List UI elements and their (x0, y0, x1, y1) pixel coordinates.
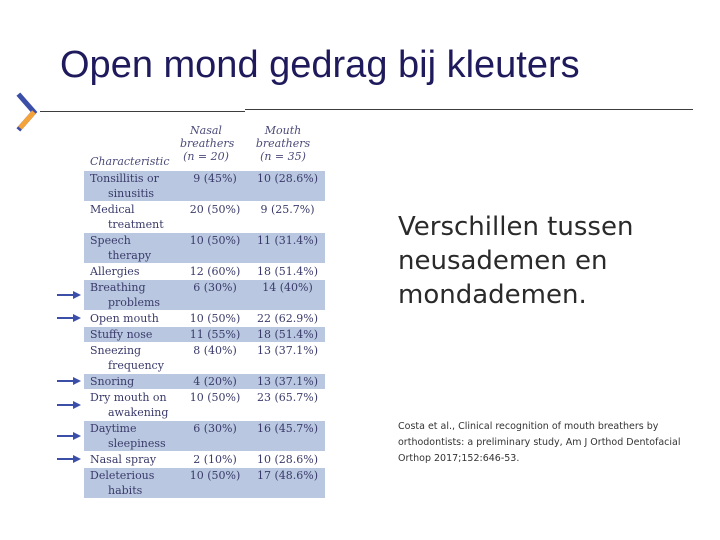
characteristic-line: problems (108, 296, 161, 309)
header-nasal-line1: Nasal (190, 124, 222, 137)
characteristic-line: awakening (108, 406, 169, 419)
characteristic-line: Breathing (90, 281, 146, 294)
characteristic-line: habits (108, 484, 143, 497)
table-body (84, 170, 325, 498)
characteristic-line: frequency (108, 359, 164, 372)
header-nasal-line3: (n = 20) (183, 150, 229, 163)
row-nasal-value: 6 (30%) (193, 422, 237, 435)
header-nasal-line2: breathers (180, 137, 235, 150)
table-row (84, 342, 325, 373)
table-row (84, 310, 325, 326)
characteristic-line: Snoring (90, 375, 135, 388)
table-row (84, 451, 325, 467)
characteristic-line: Medical (90, 203, 135, 216)
row-nasal-value: 10 (50%) (189, 312, 241, 325)
row-mouth-value: 18 (51.4%) (256, 328, 319, 341)
table-row (84, 467, 325, 498)
arrow-right-icon (57, 432, 81, 440)
row-characteristic (84, 311, 180, 326)
row-characteristic (84, 421, 180, 451)
title-divider-right (245, 109, 693, 110)
breathing-comparison-table (84, 124, 325, 498)
characteristic-line: sleepiness (108, 437, 166, 450)
row-mouth-value: 16 (45.7%) (256, 422, 319, 435)
table-row (84, 170, 325, 201)
characteristic-line: Sneezing (90, 344, 142, 357)
table-row (84, 279, 325, 310)
characteristic-line: Nasal spray (90, 453, 157, 466)
row-nasal-value: 4 (20%) (193, 375, 237, 388)
row-characteristic (84, 171, 180, 201)
row-characteristic (84, 233, 180, 263)
row-mouth-value: 9 (25.7%) (260, 203, 315, 216)
characteristic-line: Speech (90, 234, 131, 247)
header-mouth-line1: Mouth (264, 124, 302, 137)
header-mouth-line2: breathers (255, 137, 311, 150)
side-text: Verschillen tussen neusademen en mondademen. (398, 212, 634, 310)
arrow-right-icon (57, 314, 81, 322)
arrow-right-icon (57, 291, 81, 299)
row-nasal-value: 8 (40%) (193, 344, 237, 357)
row-mouth-value: 10 (28.6%) (256, 172, 319, 185)
characteristic-line: Stuffy nose (90, 328, 153, 341)
arrow-right-icon (57, 401, 81, 409)
row-nasal-value: 2 (10%) (193, 453, 237, 466)
row-mouth-value: 13 (37.1%) (256, 344, 319, 357)
characteristic-line: Deleterious (90, 469, 155, 482)
characteristic-line: Daytime (90, 422, 137, 435)
row-nasal-value: 10 (50%) (189, 234, 241, 247)
characteristic-line: Open mouth (90, 312, 159, 325)
row-characteristic (84, 468, 180, 498)
header-characteristic: Characteristic (90, 155, 170, 168)
table-header (84, 124, 325, 170)
row-nasal-value: 11 (55%) (189, 328, 241, 341)
row-nasal-value: 9 (45%) (193, 172, 237, 185)
citation: Costa et al., Clinical recognition of mouth breathers by orthodontists: a preliminary study, Am J Orthod Dentofacial Orthop 2017;152:646-53. (398, 421, 681, 464)
table-row (84, 232, 325, 263)
row-mouth-value: 13 (37.1%) (256, 375, 319, 388)
chevron-right-icon (16, 92, 40, 132)
row-characteristic (84, 390, 180, 420)
row-nasal-value: 12 (60%) (189, 265, 241, 278)
row-mouth-value: 11 (31.4%) (256, 234, 319, 247)
arrow-right-icon (57, 455, 81, 463)
table-row (84, 389, 325, 420)
characteristic-line: Dry mouth on (90, 391, 167, 404)
table-row (84, 263, 325, 279)
title-divider-left (40, 111, 245, 112)
characteristic-line: Tonsillitis or (90, 172, 159, 185)
row-nasal-value: 20 (50%) (189, 203, 241, 216)
header-nasal-breathers (180, 124, 235, 163)
characteristic-line: Allergies (90, 265, 140, 278)
header-mouth-line3: (n = 35) (260, 150, 306, 163)
row-characteristic (84, 264, 180, 279)
row-nasal-value: 10 (50%) (189, 391, 241, 404)
table-row (84, 373, 325, 389)
table-row (84, 420, 325, 451)
characteristic-line: therapy (108, 249, 152, 262)
slide-title: Open mond gedrag bij kleuters (60, 44, 580, 86)
arrow-right-icon (57, 377, 81, 385)
row-characteristic (84, 202, 180, 232)
characteristic-line: treatment (108, 218, 164, 231)
row-mouth-value: 22 (62.9%) (256, 312, 319, 325)
row-nasal-value: 10 (50%) (189, 469, 241, 482)
row-mouth-value: 17 (48.6%) (256, 469, 319, 482)
row-characteristic (84, 280, 180, 310)
row-mouth-value: 18 (51.4%) (256, 265, 319, 278)
row-characteristic (84, 452, 180, 467)
characteristic-line: sinusitis (108, 187, 155, 200)
row-mouth-value: 14 (40%) (262, 281, 313, 294)
row-mouth-value: 23 (65.7%) (256, 391, 319, 404)
table-row (84, 201, 325, 232)
table-row (84, 326, 325, 342)
row-characteristic (84, 343, 180, 373)
row-characteristic (84, 327, 180, 342)
header-mouth-breathers (254, 124, 312, 163)
row-mouth-value: 10 (28.6%) (256, 453, 319, 466)
row-nasal-value: 6 (30%) (193, 281, 237, 294)
row-characteristic (84, 374, 180, 389)
